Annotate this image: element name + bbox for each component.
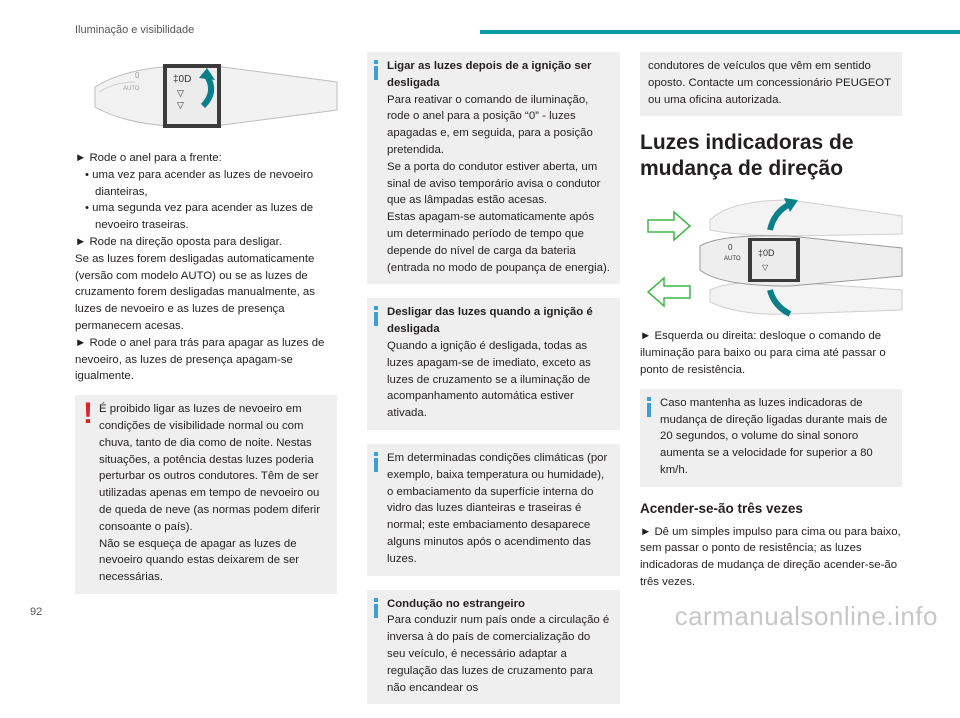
indicator-instruction: ► Esquerda ou direita: desloque o comando de iluminação para baixo ou para cima até passar o ponto de resistência. bbox=[640, 330, 886, 376]
info-icon bbox=[373, 452, 379, 472]
watermark: carmanualsonline.info bbox=[674, 601, 938, 631]
box-text: Caso mantenha as luzes indicadoras de mudança de direção ligadas durante mais de 20 segundos, o volume do sinal sonoro aumenta se a velocidade for superior a 80 km/h. bbox=[660, 396, 888, 476]
info-box-indicator-sound bbox=[640, 389, 902, 487]
section-title: Luzes indicadoras de mudança de direção bbox=[640, 131, 854, 181]
box-title: Condução no estrangeiro bbox=[387, 597, 525, 610]
fog-light-rear-icon: ▽ bbox=[177, 88, 184, 98]
header-accent-bar bbox=[480, 30, 960, 34]
warning-text-1: É proibido ligar as luzes de nevoeiro em condições de visibilidade normal ou com chuva, tanto de dia como de noite. Nestas situações, a potência destas luzes poderia perturbar os outros condutores. Têm de ser utilizadas apenas em tempo de nevoeiro ou de queda de neve (as normas podem diferir consoante o país). bbox=[99, 403, 320, 533]
info-box-lights-off-ignition bbox=[367, 298, 620, 430]
instruction-turn-off-fog: ► Rode o anel para trás para apagar as luzes de nevoeiro, as luzes de presença apagam-se igualmente. bbox=[75, 336, 325, 383]
left-indicator-arrow-icon bbox=[648, 278, 690, 306]
fog-light-front-icon: ‡0D bbox=[758, 248, 775, 259]
instruction-rotate-forward: ► Rode o anel para a frente: bbox=[75, 152, 222, 164]
stalk-label-auto: AUTO bbox=[724, 256, 741, 263]
info-box-continued bbox=[640, 52, 902, 116]
bullet-rear-fog: • uma segunda vez para acender as luzes de nevoeiro traseiras. bbox=[85, 202, 314, 232]
paragraph-auto-off: Se as luzes forem desligadas automaticamente (versão com modelo AUTO) ou se as luzes de cruzamento forem desligadas manualmente, as luzes de nevoeiro e as luzes de presença permanecem acesas. bbox=[75, 252, 315, 332]
column-1 bbox=[75, 52, 337, 608]
info-box-lights-after-ignition bbox=[367, 52, 620, 284]
fog-light-off-icon: ▽ bbox=[177, 100, 184, 110]
info-box-driving-abroad bbox=[367, 590, 620, 705]
box-text: Quando a ignição é desligada, todas as luzes apagam-se de imediato, exceto as luzes de cruzamento se a iluminação de acompanhamento automática estiver ativada. bbox=[387, 339, 591, 420]
right-indicator-arrow-icon bbox=[648, 212, 690, 240]
stalk-label-0: 0 bbox=[728, 243, 733, 253]
fog-light-rear-icon: ▽ bbox=[762, 263, 769, 273]
instruction-rotate-back: ► Rode na direção oposta para desligar. bbox=[75, 235, 282, 248]
warning-text-2: Não se esqueça de apagar as luzes de nevoeiro quando estas deixarem de ser necessárias. bbox=[99, 537, 300, 584]
three-flash-instruction: ► Dê um simples impulso para cima ou para baixo, sem passar o ponto de resistência; as luzes indicadoras de mudança de direção acender-se-ão três vezes. bbox=[640, 525, 901, 588]
warning-exclamation-icon: ! bbox=[83, 397, 93, 431]
info-box-condensation bbox=[367, 444, 620, 576]
box-text: condutores de veículos que vêm em sentido oposto. Contacte um concessionário PEUGEOT ou uma oficina autorizada. bbox=[648, 60, 891, 106]
warning-box bbox=[75, 395, 337, 594]
column-2 bbox=[367, 52, 620, 718]
box-text: Em determinadas condições climáticas (por exemplo, baixa temperatura ou humidade), o embaciamento da superfície interna do vidro das luzes dianteiras e traseiras é normal; este embaciamento desaparece alguns minutos após o acendimento das luzes. bbox=[387, 451, 608, 565]
subsection-title: Acender-se-ão três vezes bbox=[640, 500, 803, 516]
stalk-label-0: 0 bbox=[135, 71, 140, 80]
info-icon bbox=[373, 598, 379, 618]
page-number: 92 bbox=[30, 606, 43, 618]
info-icon bbox=[646, 397, 652, 417]
box-text: Estas apagam-se automaticamente após um determinado período de tempo que depende do nível de carga da bateria (entrada no modo de poupança de energia). bbox=[387, 211, 610, 274]
box-text: Se a porta do condutor estiver aberta, um sinal de aviso temporário avisa o condutor que as lâmpadas estão acesas. bbox=[387, 160, 601, 207]
column-3 bbox=[640, 52, 902, 591]
stalk-label-auto: AUTO bbox=[123, 86, 140, 92]
box-title: Desligar das luzes quando a ignição é desligada bbox=[387, 306, 593, 336]
box-title: Ligar as luzes depois de a ignição ser desligada bbox=[387, 60, 592, 89]
box-text: Para conduzir num país onde a circulação é inversa à do país de comercialização do seu veículo, é necessário adaptar a regulação das luzes de cruzamento para não encandear os bbox=[387, 614, 610, 694]
indicator-stalk-figure bbox=[640, 190, 902, 320]
box-text: Para reativar o comando de iluminação, rode o anel para a posição “0” - luzes apagadas e, em seguida, para a posição pretendida. bbox=[387, 93, 593, 156]
fog-light-front-icon: ‡0D bbox=[173, 74, 192, 85]
header-title: Iluminação e visibilidade bbox=[75, 24, 195, 36]
bullet-front-fog: • uma vez para acender as luzes de nevoeiro dianteiras, bbox=[85, 168, 314, 198]
lighting-stalk-rotate-forward-figure bbox=[75, 52, 337, 142]
info-icon bbox=[373, 306, 379, 326]
info-icon bbox=[373, 60, 379, 80]
